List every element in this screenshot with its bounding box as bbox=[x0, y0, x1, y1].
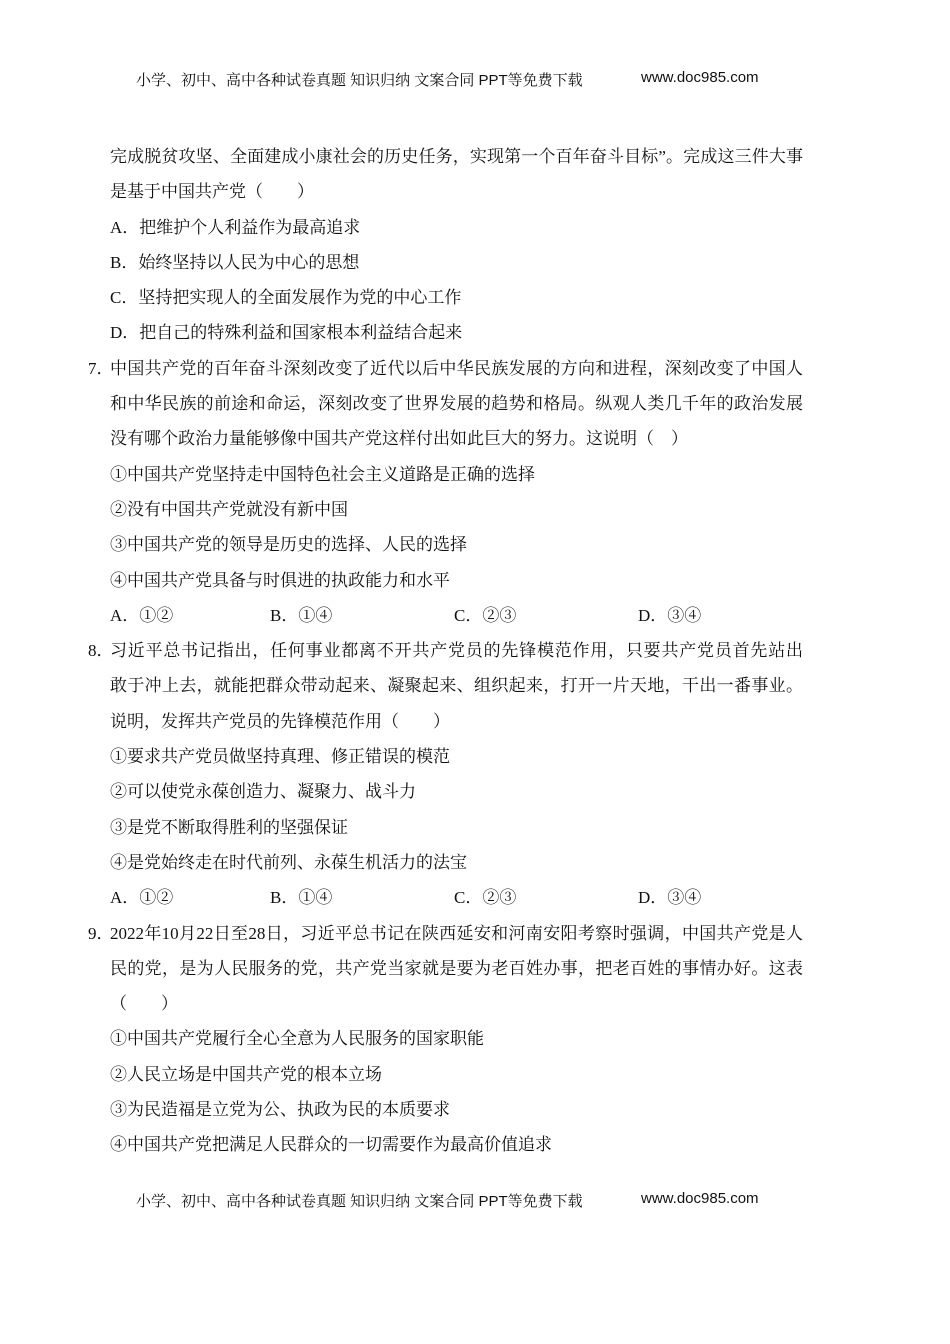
option-d: D．把自己的特殊利益和国家根本利益结合起来 bbox=[110, 323, 463, 343]
question-8 bbox=[88, 633, 803, 915]
statement: ④中国共产党把满足人民群众的一切需要作为最高价值追求 bbox=[110, 1135, 552, 1155]
statement: ③中国共产党的领导是历史的选择、人民的选择 bbox=[110, 535, 467, 555]
question-text: 习近平总书记指出，任何事业都离不开共产党员的先锋模范作用，只要共产党员首先站出 bbox=[110, 641, 803, 661]
option-b: B．①④ bbox=[270, 605, 333, 625]
header-url: www.doc985.com bbox=[641, 69, 759, 86]
question-line: 是基于中国共产党（ ） bbox=[110, 182, 314, 202]
question-6 bbox=[88, 139, 803, 351]
statement: ②可以使党永葆创造力、凝聚力、战斗力 bbox=[110, 782, 416, 802]
question-line: 说明，发挥共产党员的先锋模范作用（ ） bbox=[110, 711, 450, 731]
option-a: A．把维护个人利益作为最高追求 bbox=[110, 217, 361, 237]
options-row bbox=[88, 880, 803, 915]
statement: ④中国共产党具备与时俱进的执政能力和水平 bbox=[110, 570, 450, 590]
question-line: 没有哪个政治力量能够像中国共产党这样付出如此巨大的努力。这说明（ ） bbox=[110, 429, 688, 449]
option-a: A．①② bbox=[110, 888, 174, 908]
footer-text: 小学、初中、高中各种试卷真题 知识归纳 文案合同 PPT等免费下载 bbox=[136, 1193, 583, 1210]
statement: ②人民立场是中国共产党的根本立场 bbox=[110, 1064, 382, 1084]
page-footer bbox=[136, 1190, 776, 1211]
question-7 bbox=[88, 351, 803, 633]
question-line: 敢于冲上去，就能把群众带动起来、凝聚起来、组织起来，打开一片天地，干出一番事业。 bbox=[110, 676, 803, 696]
statement: ①中国共产党坚持走中国特色社会主义道路是正确的选择 bbox=[110, 464, 535, 484]
option-d: D．③④ bbox=[638, 605, 702, 625]
page-header bbox=[136, 69, 776, 90]
footer-url: www.doc985.com bbox=[641, 1190, 759, 1207]
statement: ③是党不断取得胜利的坚强保证 bbox=[110, 817, 348, 837]
statement: ④是党始终走在时代前列、永葆生机活力的法宝 bbox=[110, 852, 467, 872]
statement: ②没有中国共产党就没有新中国 bbox=[110, 499, 348, 519]
question-line bbox=[88, 916, 803, 951]
question-line bbox=[88, 351, 803, 386]
option-c: C．坚持把实现人的全面发展作为党的中心工作 bbox=[110, 288, 462, 308]
options-row bbox=[88, 598, 803, 633]
question-line: 民的党，是为人民服务的党，共产党当家就是要为老百姓办事，把老百姓的事情办好。这表 bbox=[110, 958, 803, 978]
question-line: 和中华民族的前途和命运，深刻改变了世界发展的趋势和格局。纵观人类几千年的政治发展 bbox=[110, 394, 803, 414]
question-line: 完成脱贫攻坚、全面建成小康社会的历史任务，实现第一个百年奋斗目标”。完成这三件大事 bbox=[110, 147, 803, 166]
statement: ①中国共产党履行全心全意为人民服务的国家职能 bbox=[110, 1029, 484, 1049]
question-text: 中国共产党的百年奋斗深刻改变了近代以后中华民族发展的方向和进程，深刻改变了中国人 bbox=[110, 358, 803, 378]
question-body bbox=[88, 139, 803, 1163]
question-number: 8． bbox=[88, 641, 114, 661]
question-number: 7． bbox=[88, 358, 114, 378]
option-c: C．②③ bbox=[454, 605, 517, 625]
question-text: 2022年10月22日至28日，习近平总书记在陕西延安和河南安阳考察时强调，中国共产党是人 bbox=[110, 923, 803, 943]
statement: ①要求共产党员做坚持真理、修正错误的模范 bbox=[110, 747, 450, 767]
question-number: 9． bbox=[88, 923, 114, 943]
question-line: （ ） bbox=[110, 994, 178, 1014]
option-b: B．始终坚持以人民为中心的思想 bbox=[110, 252, 360, 272]
option-d: D．③④ bbox=[638, 888, 702, 908]
option-b: B．①④ bbox=[270, 888, 333, 908]
option-c: C．②③ bbox=[454, 888, 517, 908]
question-line bbox=[88, 633, 803, 668]
header-text: 小学、初中、高中各种试卷真题 知识归纳 文案合同 PPT等免费下载 bbox=[136, 72, 583, 89]
option-a: A．①② bbox=[110, 605, 174, 625]
statement: ③为民造福是立党为公、执政为民的本质要求 bbox=[110, 1100, 450, 1120]
question-9 bbox=[88, 916, 803, 1163]
